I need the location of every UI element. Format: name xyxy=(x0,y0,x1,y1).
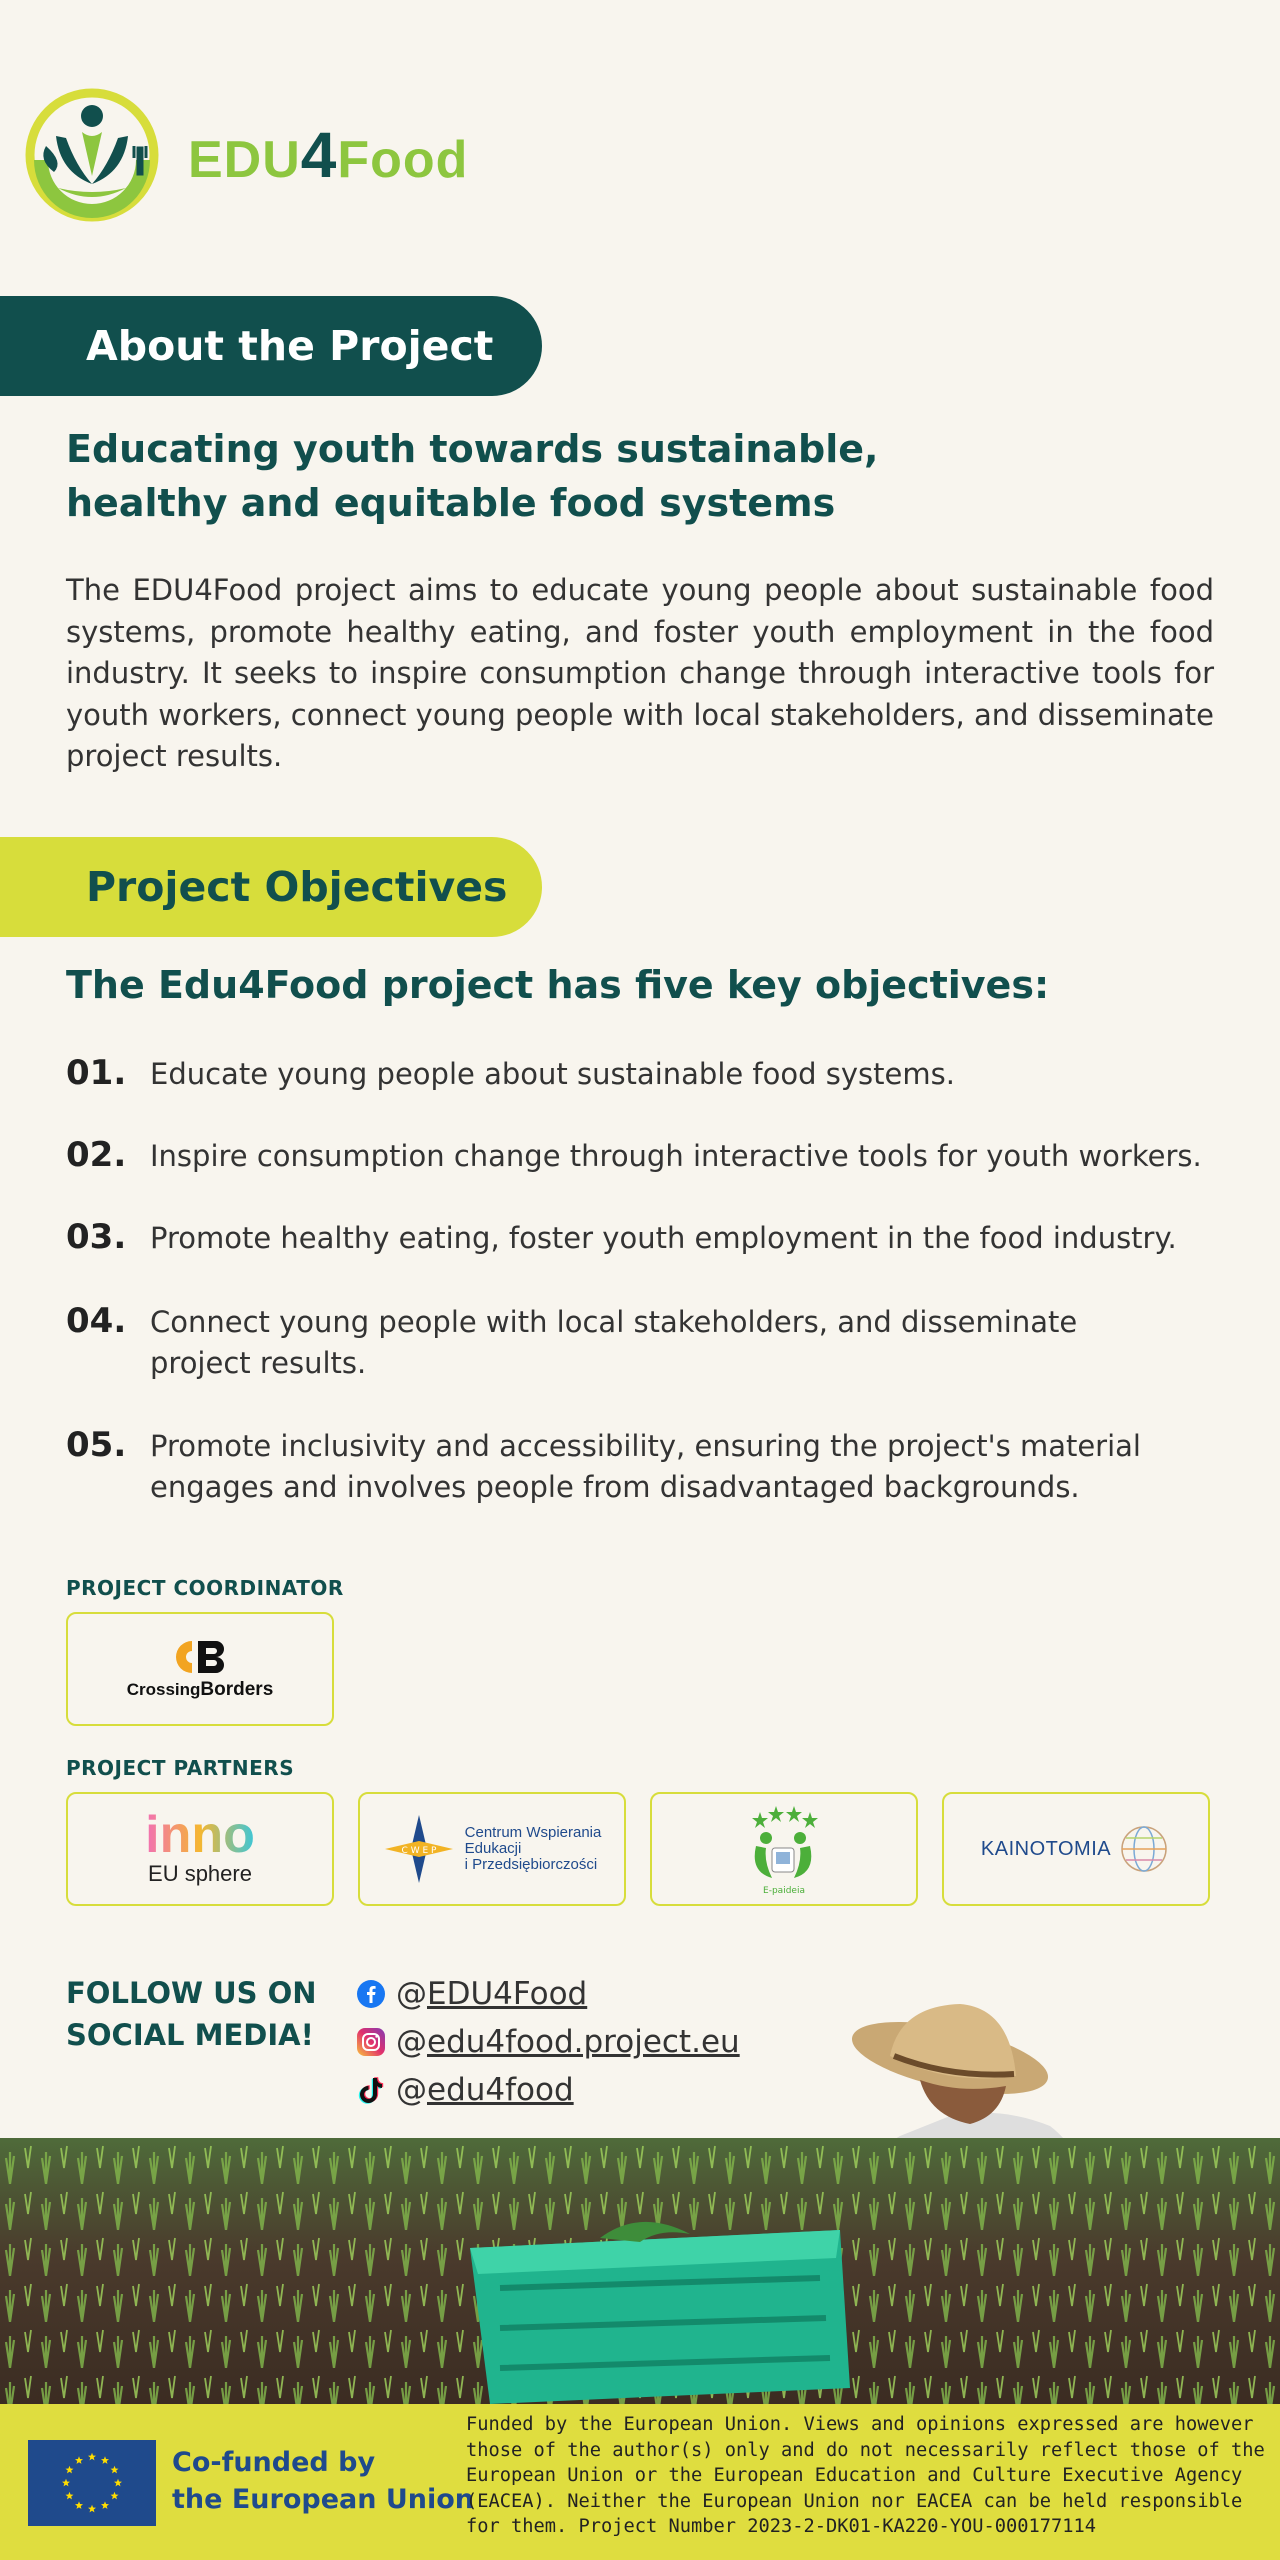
about-paragraph: The EDU4Food project aims to educate young people about sustainable food systems, promote healthy eating, and foster youth employment in the food industry. It seeks to inspire consumption change through interactive tools for youth workers, connect young people with local stakeholders, and disseminate project results. xyxy=(66,573,1214,773)
objective-number: 02. xyxy=(66,1135,127,1175)
facebook-link[interactable]: @ EDU4Food xyxy=(356,1970,740,2018)
objective-item xyxy=(66,1298,1216,1422)
objectives-section-banner xyxy=(0,837,542,937)
objective-item xyxy=(66,1422,1216,1508)
about-heading: About the Project xyxy=(86,322,494,370)
edu4food-emblem-icon xyxy=(24,88,160,222)
field-photo xyxy=(0,2138,1280,2404)
innoeusphere-wordmark: inno xyxy=(145,1806,255,1864)
objective-item xyxy=(66,1132,1216,1214)
eu-flag-icon xyxy=(28,2440,156,2526)
objective-number: 01. xyxy=(66,1053,127,1093)
eu-funding-footer xyxy=(0,2404,1280,2560)
instagram-handle[interactable]: edu4food.project.eu xyxy=(427,2024,740,2060)
instagram-link[interactable]: @ edu4food.project.eu xyxy=(356,2018,740,2066)
objective-item xyxy=(66,1214,1216,1298)
crossing-borders-icon xyxy=(164,1637,236,1677)
tiktok-handle[interactable]: edu4food xyxy=(427,2072,574,2108)
epaideia-emblem-icon xyxy=(736,1802,832,1886)
cwep-compass-icon xyxy=(383,1813,455,1885)
crossing-borders-logo-card[interactable]: CrossingBorders xyxy=(66,1612,334,1726)
objective-number: 05. xyxy=(66,1425,127,1465)
objectives-list xyxy=(66,1050,1216,1508)
cwep-name: Centrum Wspierania Edukacji i Przedsiębiorczości xyxy=(464,1824,602,1873)
coordinator-label: PROJECT COORDINATOR xyxy=(66,1576,344,1600)
edu4food-logo xyxy=(24,88,468,222)
objectives-heading: Project Objectives xyxy=(86,863,508,911)
about-section-banner xyxy=(0,296,542,396)
objective-text: Promote inclusivity and accessibility, ensuring the project's material engages and involves people from disadvantaged backgrounds. xyxy=(150,1429,1141,1504)
cwep-logo-card[interactable] xyxy=(358,1792,626,1906)
follow-us-heading: FOLLOW US ON SOCIAL MEDIA! xyxy=(66,1976,317,2052)
objective-text: Connect young people with local stakeholders, and disseminate project results. xyxy=(150,1305,1078,1380)
kainotomia-globe-icon xyxy=(1117,1822,1171,1876)
objective-text: Promote healthy eating, foster youth employment in the food industry. xyxy=(150,1221,1177,1255)
about-subheading: Educating youth towards sustainable, healthy and equitable food systems xyxy=(66,427,879,525)
instagram-icon xyxy=(356,2027,386,2057)
objectives-subheading: The Edu4Food project has five key objectives: xyxy=(66,963,1050,1007)
epaideia-logo-card[interactable]: E-paideia xyxy=(650,1792,918,1906)
objective-number: 04. xyxy=(66,1301,127,1341)
vegetable-field-image xyxy=(0,2138,1280,2404)
edu4food-wordmark: EDU4Food xyxy=(188,119,469,191)
social-links xyxy=(356,1970,740,2114)
partners-label: PROJECT PARTNERS xyxy=(66,1756,295,1780)
objective-text: Educate young people about sustainable food systems. xyxy=(150,1057,955,1091)
svg-text:C W E P: C W E P xyxy=(401,1846,437,1856)
tiktok-link[interactable]: @ edu4food xyxy=(356,2066,740,2114)
objective-text: Inspire consumption change through interactive tools for youth workers. xyxy=(150,1139,1202,1173)
tiktok-icon xyxy=(356,2075,386,2105)
objective-item xyxy=(66,1050,1216,1132)
innoeusphere-logo-card[interactable]: inno EU sphere xyxy=(66,1792,334,1906)
kainotomia-logo-card[interactable]: KAINOTOMIA xyxy=(942,1792,1210,1906)
facebook-handle[interactable]: EDU4Food xyxy=(427,1976,588,2012)
eu-disclaimer: Funded by the European Union. Views and opinions expressed are however those of the author(s) only and do not necessarily reflect those of the European Union or the European Education and Culture Executive Agency (EACEA). Neither the European Union nor EACEA can be held responsible for them. Project Number 2023-2-DK01-KA220-YOU-000177114 xyxy=(466,2414,1265,2537)
cofunded-label: Co-funded by the European Union xyxy=(172,2447,475,2515)
facebook-icon xyxy=(356,1979,386,2009)
objective-number: 03. xyxy=(66,1217,127,1257)
